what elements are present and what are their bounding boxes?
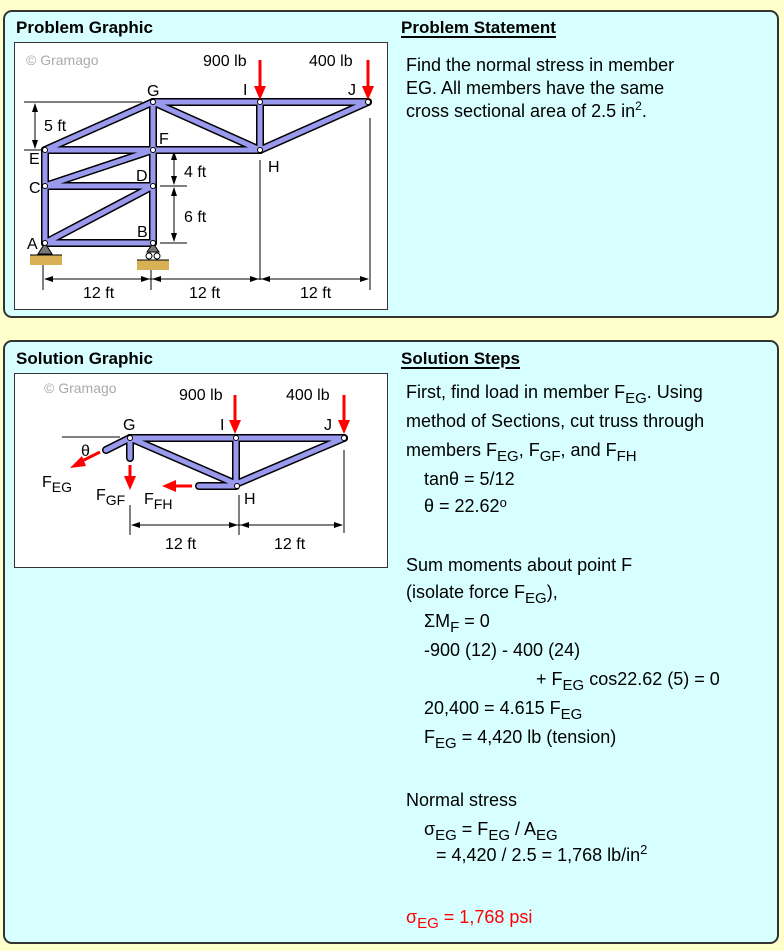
step-line: $\theta = 22.62^o$: [424, 495, 507, 516]
step-line: First, find load in member $F_{EG}$. Using: [406, 382, 703, 407]
watermark: © Gramago: [44, 380, 117, 396]
step-line: 20,400 = 4.615 $F_{EG}$: [424, 698, 583, 723]
step-line: method of Sections, cut truss through: [406, 411, 705, 431]
watermark: © Gramago: [26, 52, 99, 68]
joint-label-c: C: [29, 180, 41, 197]
dim-label-12ft-3: 12 ft: [300, 285, 332, 302]
problem-statement: [406, 54, 674, 123]
problem-statement-title: Problem Statement: [401, 18, 556, 37]
spacer: [406, 870, 720, 899]
dim-label-12ft-1: 12 ft: [83, 285, 115, 302]
step-line: tanθ = 5/12: [424, 469, 515, 489]
solution-steps: [406, 378, 720, 932]
joint-label-h: H: [244, 491, 256, 508]
dim-label-12ft-1: 12 ft: [165, 536, 197, 553]
load-label-400: 400 lb: [309, 53, 353, 70]
step-line: Normal stress: [406, 790, 518, 810]
joint-label-j: J: [324, 417, 332, 434]
statement-line: Find the normal stress in member: [406, 55, 675, 75]
step-line: members $F_{EG}$, $F_{GF}$, and $F_{FH}$: [406, 440, 637, 465]
statement-text: cross sectional area of 2.5 in: [406, 101, 636, 121]
joint-label-h: H: [268, 159, 280, 176]
problem-graphic: [14, 42, 388, 310]
step-line: $F_{EG} = 4,420$ lb (tension): [424, 727, 617, 752]
solution-graphic-title: Solution Graphic: [16, 349, 153, 368]
spacer: [406, 752, 720, 781]
step-line: = 4,420 / 2.5 = 1,768 $lb/in^2$: [436, 842, 648, 865]
step-line: Sum moments about point F: [406, 555, 633, 575]
dim-label-12ft-2: 12 ft: [189, 285, 221, 302]
statement-sup: 2: [635, 99, 642, 113]
joint-label-e: E: [29, 151, 40, 168]
dim-label-4ft: 4 ft: [184, 164, 207, 181]
step-line: -900 (12) - 400 (24): [424, 640, 581, 660]
problem-panel: [3, 10, 779, 318]
joint-label-i: I: [243, 82, 248, 99]
problem-graphic-title: Problem Graphic: [16, 18, 153, 37]
truss-diagram: [15, 43, 387, 309]
step-line: $\Sigma M_F = 0$: [424, 611, 490, 636]
joint-label-j: J: [348, 82, 356, 99]
load-arrow-j: [338, 395, 350, 434]
joint-label-g: G: [123, 417, 136, 434]
spacer: [406, 519, 720, 546]
force-arrow-ffh: [162, 480, 192, 492]
answer-line: $\sigma_{EG} = 1,768$ psi: [406, 907, 533, 932]
force-arrow-fgf: [124, 465, 136, 490]
solution-steps-title: Solution Steps: [401, 349, 520, 368]
joint-label-d: D: [136, 168, 148, 185]
load-label-400: 400 lb: [286, 387, 330, 404]
statement-line: [406, 100, 674, 123]
joint-label-b: B: [137, 224, 148, 241]
solution-graphic: [14, 373, 388, 568]
dim-label-6ft: 6 ft: [184, 209, 207, 226]
force-label-fgf: FGF: [96, 487, 126, 508]
load-arrow-i: [254, 60, 266, 100]
statement-end: .: [641, 101, 647, 121]
step-line: + $F_{EG}$ cos22.62 (5) = 0: [536, 669, 720, 694]
dim-label-12ft-2: 12 ft: [274, 536, 306, 553]
joint-label-a: A: [27, 236, 38, 253]
load-label-900: 900 lb: [179, 387, 223, 404]
joint-label-i: I: [220, 417, 225, 434]
force-label-feg: FEG: [42, 474, 73, 495]
theta-label: θ: [81, 443, 90, 460]
joint-label-f: F: [159, 131, 169, 148]
load-arrow-i: [229, 395, 241, 434]
section-members: [106, 438, 344, 486]
statement-line: EG. All members have the same: [406, 78, 665, 98]
section-diagram: [15, 374, 387, 567]
load-arrow-j: [362, 60, 374, 100]
roller-support-b: [137, 243, 169, 270]
step-line: $\sigma_{EG} = F_{EG} / A_{EG}$: [424, 819, 558, 844]
force-label-ffh: FFH: [144, 491, 173, 512]
step-line: (isolate force $F_{EG}$),: [406, 582, 558, 607]
solution-panel: [3, 340, 779, 944]
joint-label-g: G: [147, 83, 160, 100]
load-label-900: 900 lb: [203, 53, 247, 70]
dim-label-5ft: 5 ft: [44, 118, 67, 135]
